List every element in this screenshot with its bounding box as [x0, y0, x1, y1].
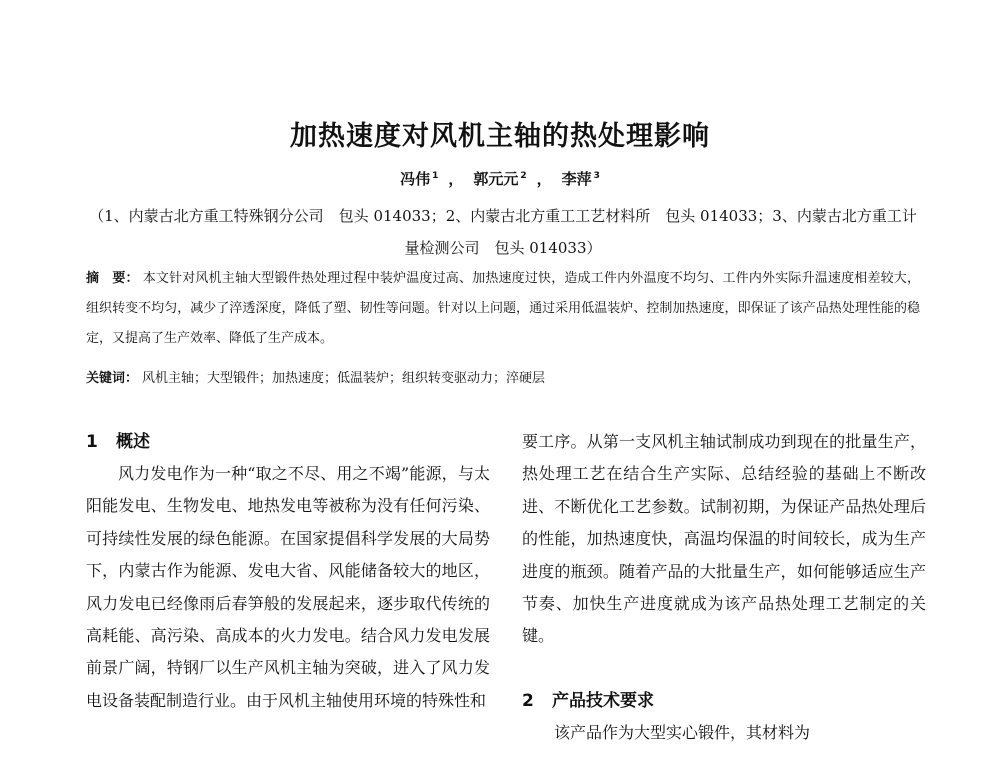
- section-heading: [86, 426, 490, 458]
- body-paragraph: 要工序。从第一支风机主轴试制成功到现在的批量生产，热处理工艺在结合生产实际、总结经验的基础上不断改进、不断优化工艺参数。试制初期，为保证产品热处理后的性能，加热速度快，高温均保温的时间较长，成为生产进度的瓶颈。随着产品的大批量生产，如何能够适应生产节奏、加快生产进度就成为该产品热处理工艺制定的关键。: [522, 432, 926, 646]
- author-separator: ，: [536, 170, 552, 188]
- author-line: [0, 168, 1000, 189]
- keywords-label: 关键词：: [86, 371, 139, 386]
- section-heading: [522, 685, 926, 717]
- author-affiliation-mark: 3: [593, 171, 600, 181]
- keywords-text: 风机主轴；大型锻件；加热速度；低温装炉；组织转变驱动力；淬硬层: [142, 371, 546, 386]
- section-number: 1: [86, 432, 98, 452]
- body-paragraph: 该产品作为大型实心锻件，其材料为: [554, 722, 811, 742]
- author-separator: ，: [448, 170, 464, 188]
- abstract-text: 本文针对风机主轴大型锻件热处理过程中装炉温度过高、加热速度过快，造成工件内外温度不均匀、工件内外实际升温速度相差较大，组织转变不均匀，减少了淬透深度，降低了塑、韧性等问题。针对以上问题，通过采用低温装炉、控制加热速度，即保证了该产品热处理性能的稳定，又提高了生产效率、降低了生产成本。: [86, 271, 920, 346]
- section-spacer: [522, 653, 926, 685]
- right-column: [522, 426, 926, 749]
- left-column: [86, 426, 490, 717]
- keywords: [86, 364, 920, 394]
- body-paragraph: 风力发电作为一种“取之不尽、用之不竭”能源，与太阳能发电、生物发电、地热发电等被称为没有任何污染、可持续性发展的绿色能源。在国家提倡科学发展的大局势下，内蒙古作为能源、发电大省、风能储备较大的地区，风力发电已经像雨后春笋般的发展起来，逐步取代传统的高耗能、高污染、高成本的火力发电。结合风力发电发展前景广阔，特钢厂以生产风机主轴为突破，进入了风力发电设备装配制造行业。由于风机主轴使用环境的特殊性和: [86, 464, 490, 710]
- affiliations: （1、内蒙古北方重工特殊钢分公司 包头 014033；2、内蒙古北方重工工艺材料所 包头 014033；3、内蒙古北方重工计量检测公司 包头 014033）: [89, 207, 917, 257]
- section-title: 产品技术要求: [552, 690, 654, 711]
- author-affiliation-mark: 1: [432, 171, 439, 181]
- author-name: 李萍: [561, 170, 592, 188]
- section-number: 2: [522, 690, 534, 711]
- author-name: 郭元元: [473, 170, 519, 188]
- abstract: [86, 264, 920, 354]
- paper-title: 加热速度对风机主轴的热处理影响: [290, 121, 710, 152]
- section-title: 概述: [116, 432, 150, 452]
- author-name: 冯伟: [400, 170, 431, 188]
- abstract-label: 摘 要：: [86, 271, 139, 286]
- author-affiliation-mark: 2: [520, 171, 527, 181]
